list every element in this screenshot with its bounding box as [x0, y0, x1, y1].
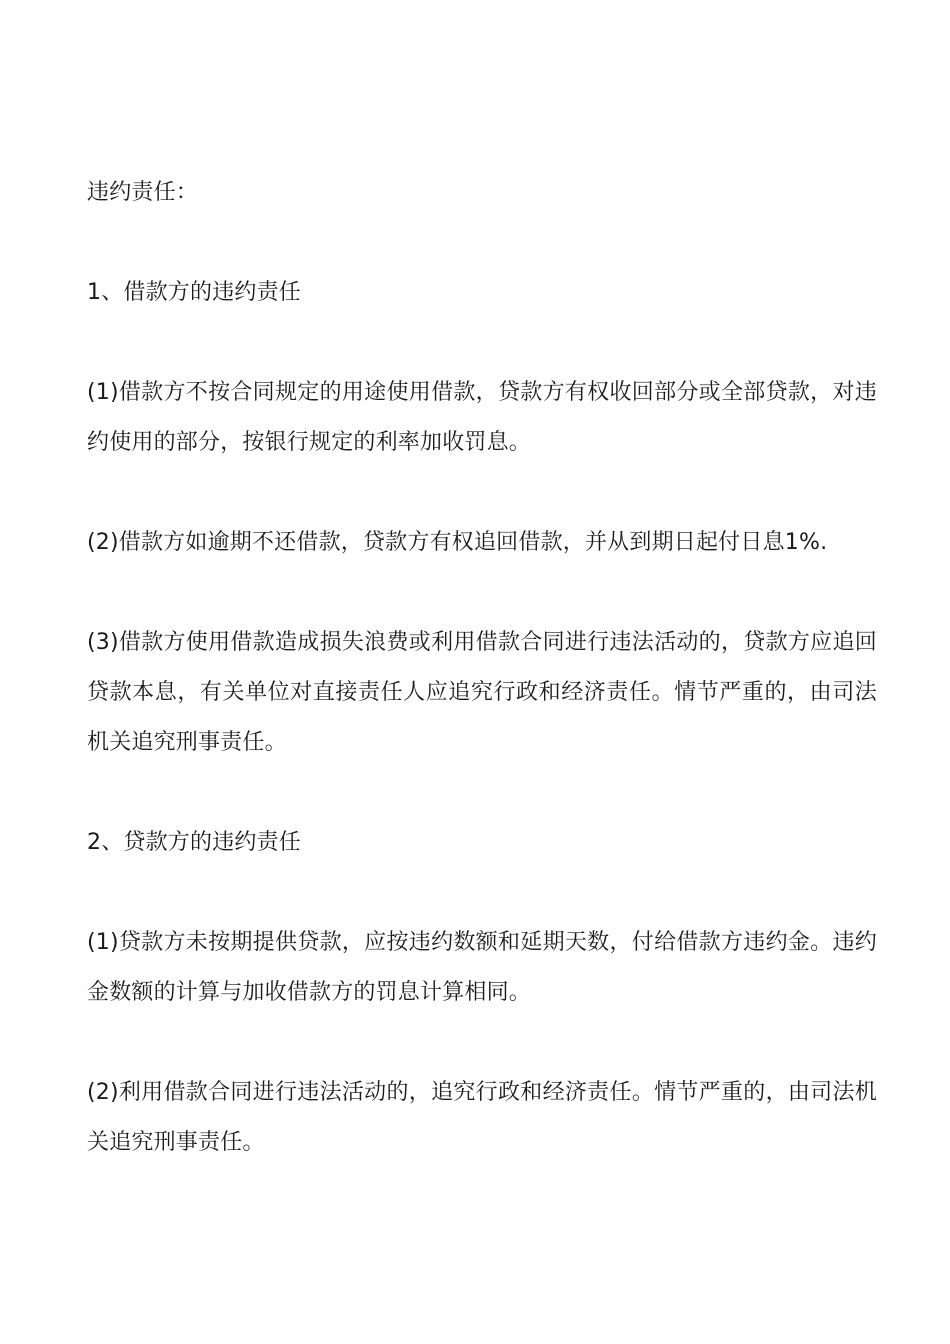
section-2-title: 2、贷款方的违约责任 [87, 830, 301, 855]
section-2-item-1: (1)贷款方未按期提供贷款，应按违约数额和延期天数，付给借款方违约金。违约金数额的计算与加收借款方的罚息计算相同。 [87, 930, 877, 1005]
section-1-item-1: (1)借款方不按合同规定的用途使用借款，贷款方有权收回部分或全部贷款，对违约使用的部分，按银行规定的利率加收罚息。 [87, 380, 877, 455]
section-1-item-2: (2)借款方如逾期不还借款，贷款方有权追回借款，并从到期日起付日息1%. [87, 530, 828, 555]
spacer [87, 868, 877, 918]
section-1-title: 1、借款方的违约责任 [87, 280, 301, 305]
section-heading: 违约责任： [87, 180, 199, 205]
spacer [87, 568, 877, 618]
section-1-item-3: (3)借款方使用借款造成损失浪费或利用借款合同进行违法活动的，贷款方应追回贷款本息，有关单位对直接责任人应追究行政和经济责任。情节严重的，由司法机关追究刑事责任。 [87, 630, 877, 755]
spacer [87, 218, 877, 268]
spacer [87, 468, 877, 518]
spacer [87, 768, 877, 818]
spacer [87, 1018, 877, 1068]
section-2-item-2: (2)利用借款合同进行违法活动的，追究行政和经济责任。情节严重的，由司法机关追究刑事责任。 [87, 1080, 877, 1155]
document-body [87, 168, 877, 1168]
spacer [87, 318, 877, 368]
